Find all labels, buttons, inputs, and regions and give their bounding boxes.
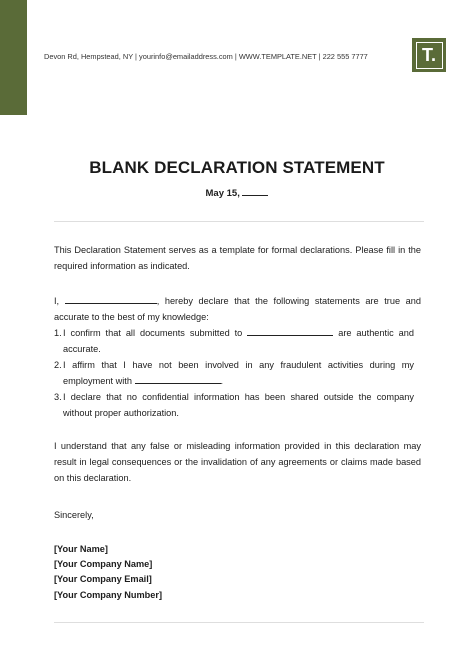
item-text-after: are authentic and accurate. bbox=[63, 328, 414, 354]
declaration-prefix: I, bbox=[54, 296, 60, 306]
top-divider bbox=[54, 221, 424, 222]
intro-paragraph: This Declaration Statement serves as a template for formal declarations. Please fill in the required information as indicated. bbox=[54, 245, 421, 271]
item-text-after: . bbox=[220, 376, 224, 386]
item-text: I declare that no confidential information has been shared outside the company without proper authorization. bbox=[63, 392, 414, 418]
item-number: 1. bbox=[54, 328, 62, 338]
signature-company-name: [Your Company Name] bbox=[54, 559, 153, 570]
signature-company-email: [Your Company Email] bbox=[54, 574, 152, 585]
item-number: 2. bbox=[54, 360, 62, 370]
declaration-list bbox=[54, 325, 414, 421]
understanding-paragraph: I understand that any false or misleading information provided in this declaration may result in legal consequences or the invalidation of any agreements or claims made based on this declaration. bbox=[54, 441, 421, 483]
item-number: 3. bbox=[54, 392, 62, 402]
date-blank bbox=[242, 194, 268, 196]
employer-blank bbox=[135, 382, 221, 384]
signature-company-number: [Your Company Number] bbox=[54, 589, 163, 600]
name-blank bbox=[65, 302, 157, 304]
documents-blank bbox=[247, 334, 333, 336]
bottom-divider bbox=[54, 622, 424, 623]
signature-block bbox=[54, 542, 162, 603]
header-contact-line: Devon Rd, Hempstead, NY | yourinfo@emailaddress.com | WWW.TEMPLATE.NET | 222 555 7777 bbox=[44, 52, 368, 61]
list-item bbox=[54, 325, 414, 357]
list-item bbox=[54, 357, 414, 389]
document-date bbox=[0, 188, 474, 199]
item-text-before: I confirm that all documents submitted to bbox=[63, 328, 243, 338]
date-prefix: May 15, bbox=[205, 188, 240, 199]
list-item bbox=[54, 389, 414, 421]
declaration-paragraph bbox=[54, 293, 421, 325]
template-logo bbox=[412, 38, 446, 72]
declaration-suffix: , hereby declare that the following statements are true and accurate to the best of my knowledge: bbox=[54, 296, 421, 322]
document-title: BLANK DECLARATION STATEMENT bbox=[89, 158, 385, 177]
closing-line: Sincerely, bbox=[54, 510, 94, 520]
signature-name: [Your Name] bbox=[54, 544, 108, 554]
accent-side-bar bbox=[0, 0, 27, 115]
item-text-before: I affirm that I have not been involved in any fraudulent activities during my employment with bbox=[63, 360, 414, 386]
logo-letter: T. bbox=[416, 42, 443, 69]
